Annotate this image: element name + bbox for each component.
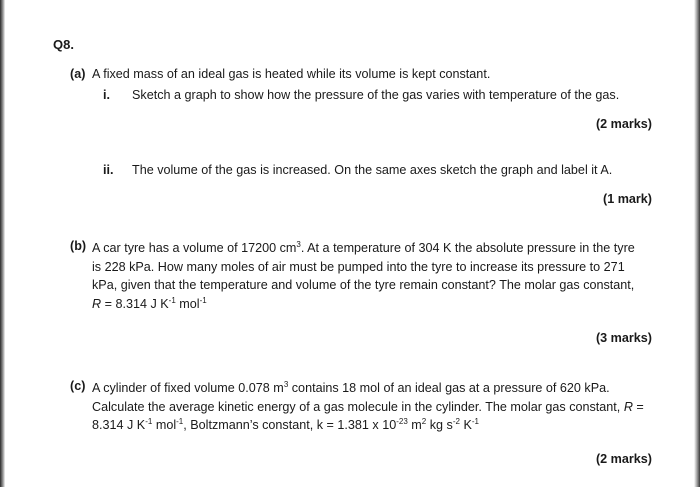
part-c-marks: (2 marks) (595, 452, 652, 466)
part-b-marks: (3 marks) (595, 331, 652, 345)
part-c-line-1: A cylinder of fixed volume 0.078 $m^3$ contains 18 mol of an ideal gas at a pressure of 620 kPa. (92, 380, 610, 395)
part-a-ii-marks: (1 mark) (603, 192, 652, 206)
page-edge-right (694, 0, 700, 487)
part-c-line-2: Calculate the average kinetic energy of a gas molecule in the cylinder. The molar gas constant, R = (92, 399, 644, 414)
part-b-line-1: A car tyre has a volume of 17200 $cm^3$. At a temperature of 304 K the absolute pressure in the tyre (92, 240, 635, 255)
part-b-line-2: is 228 kPa. How many moles of air must be pumped into the tyre to increase its pressure to 271 (92, 259, 625, 274)
part-a-i-marks: (2 marks) (595, 117, 652, 131)
part-b-line-3: kPa, given that the temperature and volume of the tyre remain constant? The molar gas constant, (92, 278, 635, 292)
part-b-label: (b) (70, 239, 87, 253)
part-a-label: (a) (70, 67, 86, 81)
part-a-i-label: i. (103, 88, 110, 102)
part-c-label: (c) (70, 379, 86, 393)
part-a-ii-text: The volume of the gas is increased. On the same axes sketch the graph and label it A. (132, 163, 613, 177)
part-a-ii-label: ii. (103, 163, 114, 177)
part-b-text (92, 239, 652, 313)
part-a-text: A fixed mass of an ideal gas is heated while its volume is kept constant. (92, 67, 491, 81)
page-edge-left (0, 0, 5, 487)
question-number: Q8. (53, 37, 74, 52)
part-c-text (92, 379, 652, 435)
part-c-line-3: 8.314 J $K^{-1}$ mol$^{-1}$, Boltzmann’s constant, k = 1.381 x $10^{-23}$ $m^2$ kg $s^{-2}$ $K^{-1}$ (92, 417, 479, 432)
part-b-line-4: R = 8.314 J $K^{-1}$ mol$^{-1}$ (92, 295, 207, 311)
part-a-i-text: Sketch a graph to show how the pressure of the gas varies with temperature of the gas. (132, 88, 620, 102)
